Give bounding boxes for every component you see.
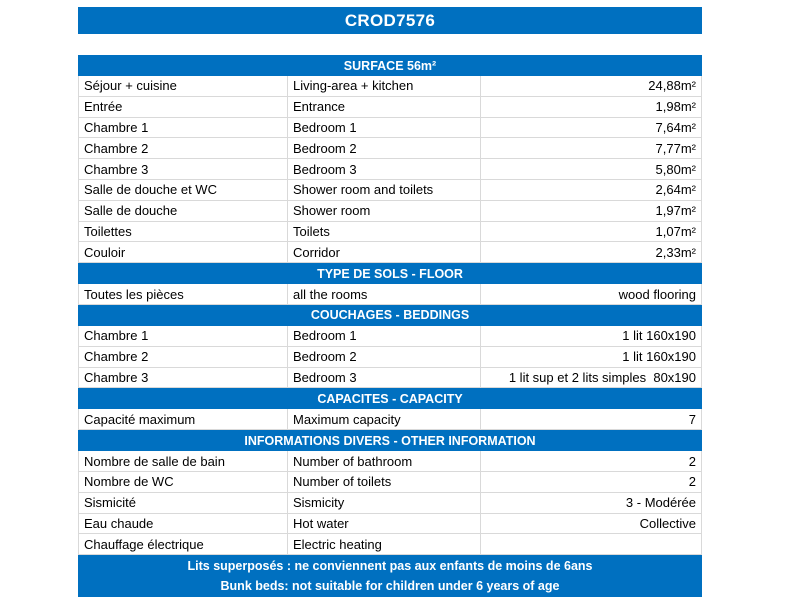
table-row (78, 514, 702, 535)
cell-label-fr: Nombre de salle de bain (79, 451, 288, 471)
table-row (78, 76, 702, 97)
cell-value: 1,98m² (655, 99, 696, 115)
table-row (78, 368, 702, 389)
cell-label-en: Number of toilets (288, 472, 481, 492)
cell-value: 5,80m² (655, 161, 696, 177)
cell-value: 1 lit 160x190 (622, 328, 696, 344)
section-header: COUCHAGES - BEDDINGS (78, 305, 702, 326)
section-header: INFORMATIONS DIVERS - OTHER INFORMATION (78, 430, 702, 451)
cell-label-fr: Capacité maximum (79, 409, 288, 429)
table-row (78, 118, 702, 139)
table-row (78, 326, 702, 347)
cell-value: 7,77m² (655, 140, 696, 156)
section-header: CAPACITES - CAPACITY (78, 388, 702, 409)
cell-label-en: Corridor (288, 242, 481, 262)
cell-label-fr: Sismicité (79, 493, 288, 513)
property-table (78, 55, 702, 597)
cell-label-fr: Chambre 2 (79, 138, 288, 158)
cell-value: 7,64m² (655, 119, 696, 135)
cell-label-en: Shower room (288, 201, 481, 221)
table-row (78, 472, 702, 493)
property-sheet (78, 7, 702, 597)
cell-label-en: Living-area + kitchen (288, 76, 481, 96)
cell-label-fr: Eau chaude (79, 514, 288, 534)
cell-value: 2 (688, 474, 696, 490)
cell-label-fr: Salle de douche et WC (79, 180, 288, 200)
table-row (78, 97, 702, 118)
table-row (78, 222, 702, 243)
cell-label-en: Electric heating (288, 534, 481, 554)
cell-value: 2,64m² (655, 182, 696, 198)
cell-label-fr: Salle de douche (79, 201, 288, 221)
cell-value: 2 (688, 453, 696, 469)
cell-label-en: Hot water (288, 514, 481, 534)
table-row (78, 201, 702, 222)
cell-value: 1 lit 160x190 (622, 349, 696, 365)
cell-label-fr: Chauffage électrique (79, 534, 288, 554)
title-gap (78, 34, 702, 55)
cell-value: 3 - Modérée (625, 495, 696, 511)
table-row (78, 534, 702, 555)
cell-value: 1,07m² (655, 223, 696, 239)
cell-label-en: Bedroom 1 (288, 326, 481, 346)
table-row (78, 138, 702, 159)
section-header: TYPE DE SOLS - FLOOR (78, 263, 702, 284)
page-title: CROD7576 (78, 7, 702, 34)
cell-label-fr: Couloir (79, 242, 288, 262)
cell-value: 24,88m² (648, 78, 696, 94)
cell-value: Collective (639, 515, 696, 531)
cell-label-en: Bedroom 2 (288, 138, 481, 158)
table-row (78, 180, 702, 201)
cell-label-fr: Entrée (79, 97, 288, 117)
cell-label-fr: Séjour + cuisine (79, 76, 288, 96)
cell-label-en: all the rooms (288, 284, 481, 304)
section-header: SURFACE 56m² (78, 55, 702, 76)
table-row (78, 493, 702, 514)
cell-label-en: Sismicity (288, 493, 481, 513)
cell-label-fr: Nombre de WC (79, 472, 288, 492)
cell-label-fr: Chambre 1 (79, 118, 288, 138)
cell-value: 7 (688, 411, 696, 427)
cell-label-fr: Toutes les pièces (79, 284, 288, 304)
cell-value (481, 534, 701, 554)
cell-label-fr: Chambre 3 (79, 368, 288, 388)
table-row (78, 451, 702, 472)
table-row (78, 347, 702, 368)
table-row (78, 284, 702, 305)
cell-label-en: Bedroom 1 (288, 118, 481, 138)
cell-value: wood flooring (618, 286, 696, 302)
cell-label-en: Entrance (288, 97, 481, 117)
footer-note: Bunk beds: not suitable for children under 6 years of age (78, 576, 702, 597)
cell-label-en: Toilets (288, 222, 481, 242)
cell-label-en: Maximum capacity (288, 409, 481, 429)
table-row (78, 159, 702, 180)
cell-label-fr: Toilettes (79, 222, 288, 242)
cell-label-en: Shower room and toilets (288, 180, 481, 200)
table-row (78, 409, 702, 430)
cell-label-en: Bedroom 2 (288, 347, 481, 367)
footer-note: Lits superposés : ne conviennent pas aux enfants de moins de 6ans (78, 555, 702, 576)
table-row (78, 242, 702, 263)
cell-value: 1 lit sup et 2 lits simples 80x190 (508, 369, 696, 385)
cell-value: 1,97m² (655, 203, 696, 219)
cell-label-en: Number of bathroom (288, 451, 481, 471)
cell-label-fr: Chambre 1 (79, 326, 288, 346)
cell-label-fr: Chambre 2 (79, 347, 288, 367)
cell-value: 2,33m² (655, 244, 696, 260)
cell-label-en: Bedroom 3 (288, 159, 481, 179)
cell-label-en: Bedroom 3 (288, 368, 481, 388)
cell-label-fr: Chambre 3 (79, 159, 288, 179)
